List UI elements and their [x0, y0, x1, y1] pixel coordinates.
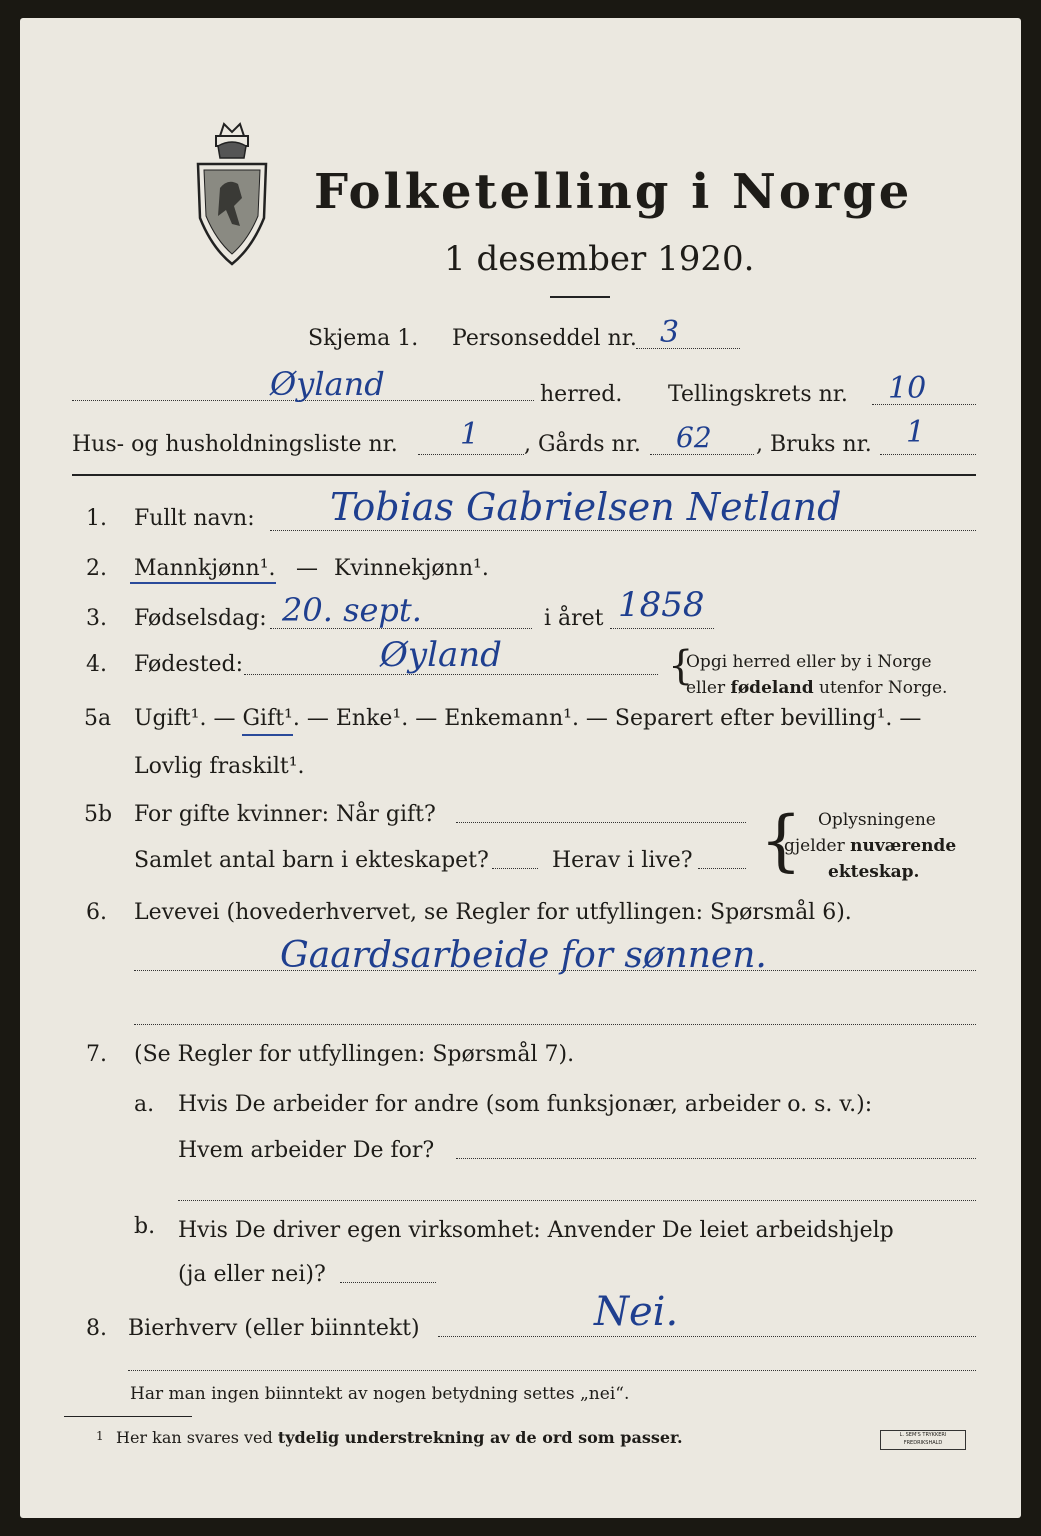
- q5b-number: 5b: [84, 802, 113, 827]
- q2-kvinne: Kvinnekjønn¹.: [334, 556, 489, 581]
- q5a-gift: Gift¹: [242, 706, 292, 736]
- q4-number: 4.: [86, 652, 107, 677]
- q5a-line2: Lovlig fraskilt¹.: [134, 754, 305, 779]
- q1-number: 1.: [86, 506, 107, 531]
- q7-number: 7.: [86, 1042, 107, 1067]
- q5b-line1-dots: [456, 822, 746, 823]
- personseddel-line: [636, 348, 740, 349]
- q7-label: (Se Regler for utfyllingen: Spørsmål 7).: [134, 1042, 575, 1067]
- q4-note-line2: [686, 680, 947, 697]
- bruks-line: [880, 454, 976, 455]
- q7a-number: a.: [134, 1092, 155, 1117]
- gards-line: [650, 454, 754, 455]
- q6-line1: [134, 970, 976, 971]
- q5b-note2: [784, 838, 956, 855]
- footnote-number: 1: [96, 1429, 104, 1443]
- q7b-question: (ja eller nei)?: [178, 1262, 326, 1287]
- printer-stamp: L. SEM'S TRYKKERI FREDRIKSHALD: [880, 1430, 966, 1450]
- q2-mann: Mannkjønn¹.: [134, 556, 276, 581]
- q5b-line2a: Samlet antal barn i ekteskapet?: [134, 848, 489, 873]
- q8-line2: [128, 1370, 976, 1371]
- q7a-label: Hvis De arbeider for andre (som funksjonær, arbeider o. s. v.):: [178, 1092, 873, 1117]
- q3-number: 3.: [86, 606, 107, 631]
- q5b-line1: For gifte kvinner: Når gift?: [134, 802, 436, 827]
- q4-note-line1: Opgi herred eller by i Norge: [686, 652, 932, 672]
- tellingskrets-value: 10: [888, 371, 927, 406]
- q5b-line2b-dots: [698, 868, 746, 869]
- q3-birthday: 20. sept.: [282, 591, 422, 629]
- bruks-value: 1: [906, 415, 926, 450]
- q5b-note2a: gjelder: [784, 836, 851, 856]
- q7b-line: [340, 1282, 436, 1283]
- q7b-label: Hvis De driver egen virksomhet: Anvender De leiet arbeidshjelp: [178, 1218, 894, 1243]
- husliste-value: 1: [460, 417, 480, 452]
- q5a-ugift: Ugift¹. —: [134, 706, 243, 731]
- q5a-line1: [134, 708, 921, 730]
- q5b-line2a-dots: [492, 868, 538, 869]
- herred-label: herred.: [540, 382, 623, 407]
- q8-line: [438, 1336, 976, 1337]
- husliste-line: [418, 454, 524, 455]
- husliste-label: Hus- og husholdningsliste nr.: [72, 432, 398, 457]
- q6-occupation: Gaardsarbeide for sønnen.: [280, 935, 767, 976]
- q7a-line2: [178, 1200, 976, 1201]
- footnote-text: [116, 1430, 683, 1446]
- bruks-label: , Bruks nr.: [756, 432, 872, 457]
- q7a-question: Hvem arbeider De for?: [178, 1138, 435, 1163]
- q6-label: Levevei (hovederhvervet, se Regler for utfyllingen: Spørsmål 6).: [134, 900, 852, 925]
- title-divider: [550, 296, 610, 298]
- q7b-number: b.: [134, 1214, 156, 1239]
- personseddel-value: 3: [660, 315, 680, 350]
- q6-number: 6.: [86, 900, 107, 925]
- q5b-note-brace: {: [760, 802, 802, 879]
- q3-year: 1858: [618, 585, 705, 625]
- norway-coat-of-arms-icon: [192, 118, 272, 268]
- q8-label: Bierhverv (eller biinntekt): [128, 1316, 420, 1341]
- header-rule: [72, 474, 976, 476]
- q2-number: 2.: [86, 556, 107, 581]
- q3-year-label: i året: [544, 606, 604, 631]
- q5b-note1: Oplysningene: [818, 810, 936, 830]
- q4-label: Fødested:: [134, 652, 244, 677]
- q4-note-bold: fødeland: [730, 678, 814, 698]
- q1-line: [270, 530, 976, 531]
- gards-label: , Gårds nr.: [524, 432, 641, 457]
- q5a-number: 5a: [84, 706, 112, 731]
- schema-label: Skjema 1.: [308, 326, 419, 351]
- q5b-note2b: nuværende: [850, 836, 957, 856]
- q2-sep: —: [296, 556, 318, 581]
- q1-label: Fullt navn:: [134, 506, 255, 531]
- q5a-rest: . — Enke¹. — Enkemann¹. — Separert efter bevilling¹. —: [292, 706, 922, 731]
- q3-year-line: [610, 628, 714, 629]
- census-date: 1 desember 1920.: [444, 239, 755, 279]
- q5b-note3: ekteskap.: [828, 862, 920, 882]
- tellingskrets-label: Tellingskrets nr.: [668, 382, 848, 407]
- personseddel-label: Personseddel nr.: [452, 326, 637, 351]
- q7a-line1: [456, 1158, 976, 1159]
- footnote-rule: [64, 1416, 192, 1417]
- form-title: Folketelling i Norge: [314, 164, 913, 220]
- q4-birthplace: Øyland: [380, 635, 502, 675]
- q4-note-a: eller: [686, 678, 731, 698]
- gards-value: 62: [676, 421, 712, 454]
- q8-number: 8.: [86, 1316, 107, 1341]
- q6-line2: [134, 1024, 976, 1025]
- q8-value: Nei.: [594, 1289, 679, 1335]
- q2-mann-underline: [130, 582, 276, 584]
- q5b-line2b: Herav i live?: [552, 848, 693, 873]
- q4-note-c: utenfor Norge.: [813, 678, 948, 698]
- q1-full-name: Tobias Gabrielsen Netland: [330, 485, 842, 529]
- q3-label: Fødselsdag:: [134, 606, 267, 631]
- herred-value: Øyland: [270, 365, 385, 403]
- footer-note: Har man ingen biinntekt av nogen betydning settes „nei“.: [130, 1384, 630, 1404]
- footnote-text-b: tydelig understrekning av de ord som passer.: [277, 1428, 683, 1447]
- footnote-text-a: Her kan svares ved: [116, 1428, 278, 1447]
- q4-note-brace: {: [668, 643, 694, 689]
